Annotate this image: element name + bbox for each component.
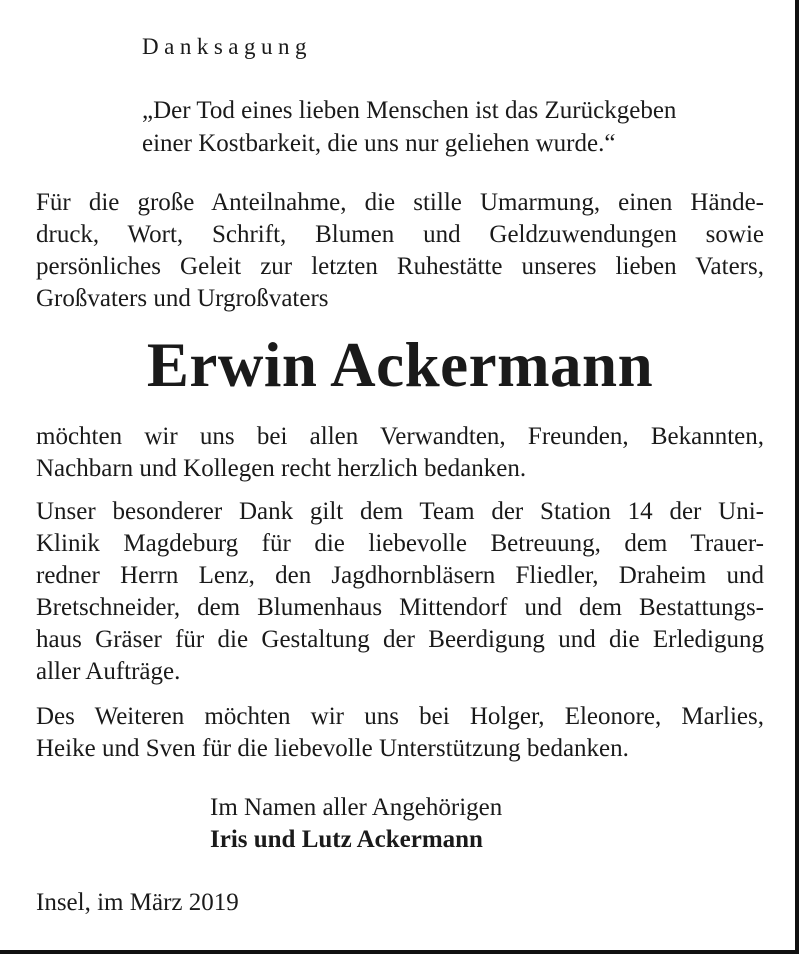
thanks-paragraph-line: Großvaters und Urgroßvaters [36, 285, 329, 312]
thanks-paragraph-line: Für die große Anteilnahme, die stille Umarmung, einen Hände- [36, 189, 764, 216]
special-thanks-line: Unser besonderer Dank gilt dem Team der Station 14 der Uni- [36, 498, 764, 525]
special-thanks-line: redner Herrn Lenz, den Jagdhornbläsern Fliedler, Draheim und [36, 562, 764, 589]
signature-names: Iris und Lutz Ackermann [210, 826, 483, 853]
quote-line: „Der Tod eines lieben Menschen ist das Zurückgeben [142, 97, 677, 124]
special-thanks-line: haus Gräser für die Gestaltung der Beerdigung und die Erledigung [36, 626, 764, 653]
special-thanks-line: Klinik Magdeburg für die liebevolle Betreuung, dem Trauer- [36, 530, 764, 557]
notice-heading: Danksagung [142, 34, 312, 59]
thanks-paragraph-line: persönliches Geleit zur letzten Ruhestätte unseres lieben Vaters, [36, 253, 764, 280]
place-date: Insel, im März 2019 [36, 889, 239, 916]
further-thanks-line: Heike und Sven für die liebevolle Unterstützung bedanken. [36, 735, 629, 762]
thanks-paragraph-line: druck, Wort, Schrift, Blumen und Geldzuwendungen sowie [36, 221, 764, 248]
special-thanks-line: aller Aufträge. [36, 658, 181, 685]
thanks-paragraph-line: Nachbarn und Kollegen recht herzlich bedanken. [36, 455, 527, 482]
special-thanks-line: Bretschneider, dem Blumenhaus Mittendorf und dem Bestattungs- [36, 594, 764, 621]
further-thanks-line: Des Weiteren möchten wir uns bei Holger, Eleonore, Marlies, [36, 703, 764, 730]
thanks-paragraph-line: möchten wir uns bei allen Verwandten, Freunden, Bekannten, [36, 423, 764, 450]
quote-line: einer Kostbarkeit, die uns nur geliehen wurde.“ [142, 130, 616, 157]
deceased-name: Erwin Ackermann [146, 330, 654, 400]
signature-intro: Im Namen aller Angehörigen [210, 794, 503, 821]
